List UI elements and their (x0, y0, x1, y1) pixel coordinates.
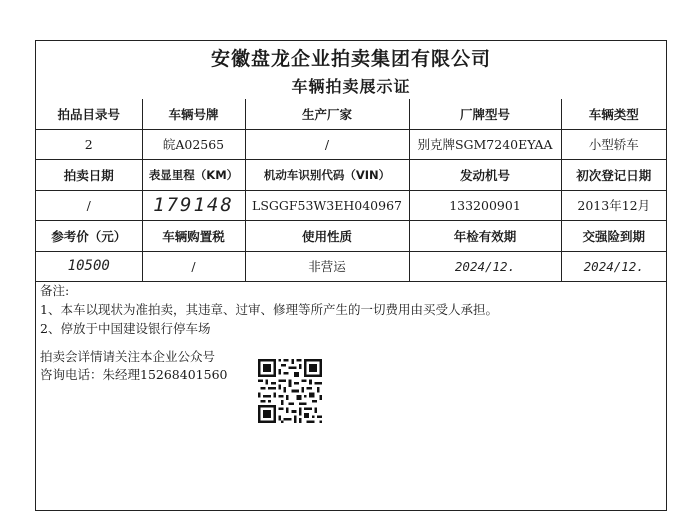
header-plate-number: 车辆号牌 (142, 99, 245, 129)
notes-section (40, 281, 498, 338)
value-first-registration: 2013年12月 (561, 190, 666, 221)
value-reference-price: 10500 (36, 251, 142, 282)
header-lot-number: 拍品目录号 (36, 99, 142, 129)
value-manufacturer: / (245, 129, 409, 160)
header-first-registration: 初次登记日期 (561, 160, 666, 191)
value-auction-date: / (36, 190, 142, 221)
value-vehicle-type: 小型轿车 (561, 129, 666, 160)
value-purchase-tax: / (142, 251, 245, 282)
header-inspection-valid: 年检有效期 (409, 221, 561, 252)
header-vehicle-type: 车辆类型 (561, 99, 666, 129)
value-inspection-valid: 2024/12. (409, 251, 561, 282)
header-purchase-tax: 车辆购置税 (142, 221, 245, 252)
value-model: 别克牌SGM7240EYAA (409, 129, 561, 160)
value-plate-number: 皖A02565 (142, 129, 245, 160)
header-auction-date: 拍卖日期 (36, 160, 142, 191)
note-item: 1、本车以现状为准拍卖，其违章、过审、修理等所产生的一切费用由买受人承担。 (40, 302, 498, 317)
contact-section (40, 348, 227, 384)
value-odometer: 179148 (142, 190, 245, 221)
table-row (36, 129, 666, 160)
header-manufacturer: 生产厂家 (245, 99, 409, 129)
table-row (36, 251, 666, 282)
qr-code-icon (258, 359, 322, 423)
wechat-follow-text: 拍卖会详情请关注本企业公众号 (40, 349, 216, 364)
table-row (36, 99, 666, 129)
notes-label: 备注: (40, 283, 70, 298)
header-usage-nature: 使用性质 (245, 221, 409, 252)
table-row (36, 190, 666, 221)
note-item: 2、停放于中国建设银行停车场 (40, 321, 211, 336)
header-vin: 机动车识别代码（VIN） (245, 160, 409, 191)
company-name: 安徽盘龙企业拍卖集团有限公司 (210, 48, 491, 70)
table-row (36, 160, 666, 191)
header-reference-price: 参考价（元） (36, 221, 142, 252)
phone-text: 咨询电话：朱经理15268401560 (40, 367, 228, 382)
header-model: 厂牌型号 (409, 99, 561, 129)
header-odometer: 表显里程（KM） (142, 160, 245, 191)
vehicle-info-table (36, 99, 666, 282)
header-insurance-expiry: 交强险到期 (561, 221, 666, 252)
certificate-title: 车辆拍卖展示证 (291, 77, 411, 96)
value-usage-nature: 非营运 (245, 251, 409, 282)
auction-display-certificate (35, 40, 667, 511)
table-row (36, 221, 666, 252)
value-engine-number: 133200901 (409, 190, 561, 221)
value-insurance-expiry: 2024/12. (561, 251, 666, 282)
value-vin: LSGGF53W3EH040967 (245, 190, 409, 221)
value-lot-number: 2 (36, 129, 142, 160)
header-engine-number: 发动机号 (409, 160, 561, 191)
